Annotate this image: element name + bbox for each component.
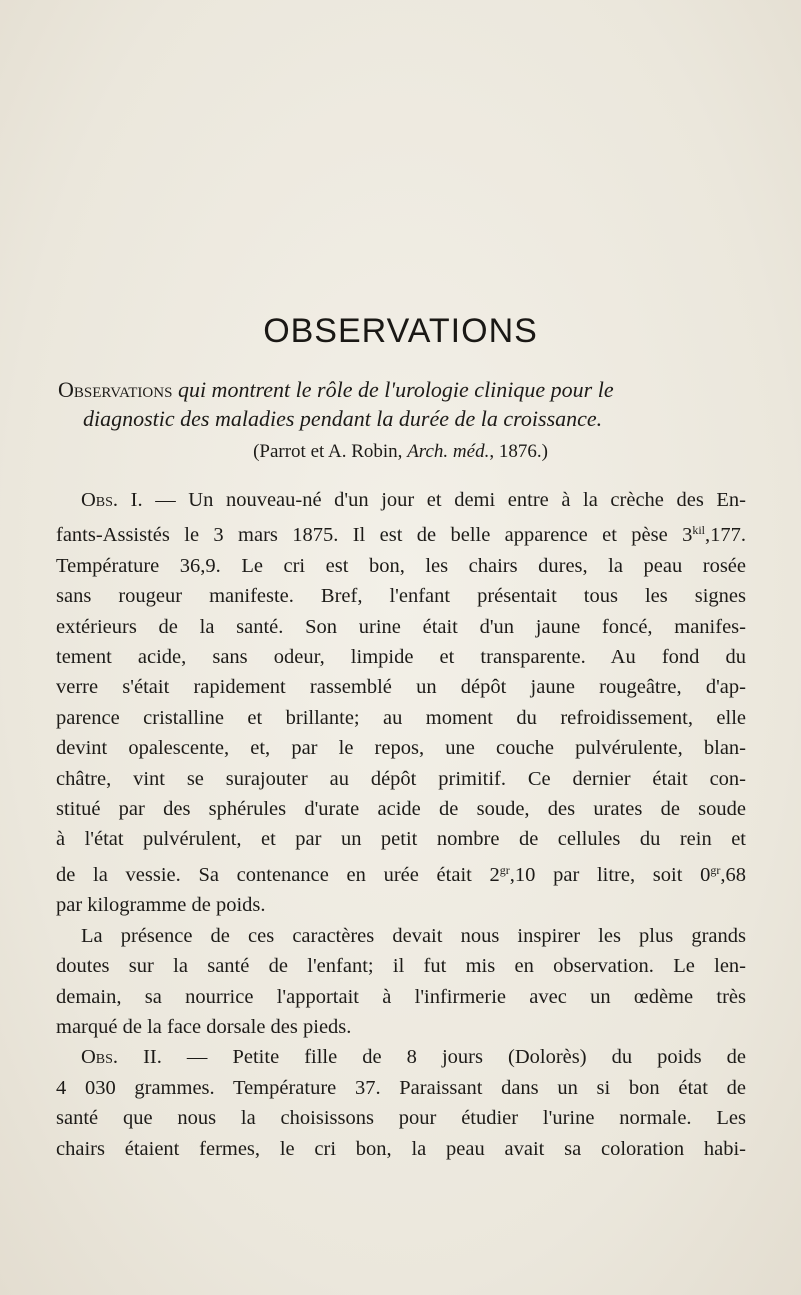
text-segment: Obs.: [81, 1046, 119, 1069]
citation-year: , 1876.): [489, 441, 548, 462]
text-segment: sans rougeur manifeste. Bref, l'enfant présentait tous les signes: [56, 585, 746, 608]
text-segment: demain, sa nourrice l'apportait à l'infirmerie avec un œdème très: [56, 985, 746, 1008]
text-segment: doutes sur la santé de l'enfant; il fut mis en observation. Le len-: [56, 955, 746, 978]
text-segment: de la vessie. Sa contenance en urée était 2: [56, 863, 500, 886]
heading-lead: Observations: [58, 377, 173, 402]
heading-line-2: diagnostic des maladies pendant la durée de la croissance.: [83, 406, 603, 431]
text-segment: ,177.: [705, 524, 746, 547]
text-segment: extérieurs de la santé. Son urine était d'un jaune foncé, manifes-: [56, 615, 746, 638]
text-line: [56, 824, 746, 854]
text-segment: châtre, vint se surajouter au dépôt primitif. Ce dernier était con-: [56, 767, 746, 790]
text-line: [56, 1042, 746, 1072]
text-line: [56, 921, 746, 951]
text-line: [56, 1012, 746, 1042]
text-line: [56, 951, 746, 981]
text-segment: marqué de la face dorsale des pieds.: [56, 1015, 352, 1038]
text-line: [56, 1073, 746, 1103]
text-line: [56, 982, 746, 1012]
text-segment: gr: [499, 862, 510, 877]
body-text: [56, 485, 746, 1164]
section-heading: [58, 375, 748, 433]
text-segment: gr: [710, 862, 721, 877]
text-segment: fants-Assistés le 3 mars 1875. Il est de belle apparence et pèse 3: [56, 524, 693, 547]
text-segment: tement acide, sans odeur, limpide et transparente. Au fond du: [56, 646, 746, 669]
text-line: [56, 642, 746, 672]
text-segment: chairs étaient fermes, le cri bon, la peau avait sa coloration habi-: [56, 1137, 746, 1160]
text-segment: Obs.: [81, 489, 119, 511]
text-segment: verre s'était rapidement rassemblé un dépôt jaune rougeâtre, d'ap-: [56, 676, 746, 699]
page-title: OBSERVATIONS: [263, 312, 538, 350]
text-segment: 4 030 grammes. Température 37. Paraissant dans un si bon état de: [56, 1076, 746, 1099]
citation-journal: Arch. méd.: [407, 441, 490, 462]
text-segment: kil: [692, 523, 705, 538]
text-line: [56, 890, 746, 920]
text-segment: ,68: [720, 863, 746, 886]
text-segment: II. — Petite fille de 8 jours (Dolorès) du poids de: [118, 1046, 746, 1069]
text-segment: stitué par des sphérules d'urate acide de soude, des urates de soude: [56, 798, 746, 821]
text-line: [56, 551, 746, 581]
text-line: [56, 1134, 746, 1164]
text-line: [56, 1103, 746, 1133]
text-line: [56, 515, 746, 550]
text-segment: ,10 par litre, soit 0: [509, 863, 711, 886]
text-line: [56, 485, 746, 515]
text-segment: à l'état pulvérulent, et par un petit nombre de cellules du rein et: [56, 828, 746, 851]
text-segment: parence cristalline et brillante; au moment du refroidissement, elle: [56, 706, 746, 729]
text-segment: Température 36,9. Le cri est bon, les chairs dures, la peau rosée: [56, 554, 746, 577]
heading-line-1: qui montrent le rôle de l'urologie clinique pour le: [172, 377, 614, 402]
citation: [0, 441, 801, 463]
text-line: [56, 612, 746, 642]
text-line: [56, 855, 746, 890]
text-line: [56, 764, 746, 794]
text-segment: santé que nous la choisissons pour étudier l'urine normale. Les: [56, 1107, 746, 1130]
text-line: [56, 581, 746, 611]
text-segment: La présence de ces caractères devait nous inspirer les plus grands: [81, 924, 746, 947]
text-segment: devint opalescente, et, par le repos, une couche pulvérulente, blan-: [56, 737, 746, 760]
text-segment: I. — Un nouveau-né d'un jour et demi entre à la crèche des En-: [118, 489, 746, 511]
text-line: [56, 672, 746, 702]
text-line: [56, 733, 746, 763]
citation-authors: (Parrot et A. Robin,: [253, 441, 408, 462]
text-line: [56, 794, 746, 824]
text-segment: par kilogramme de poids.: [56, 894, 266, 917]
text-line: [56, 703, 746, 733]
